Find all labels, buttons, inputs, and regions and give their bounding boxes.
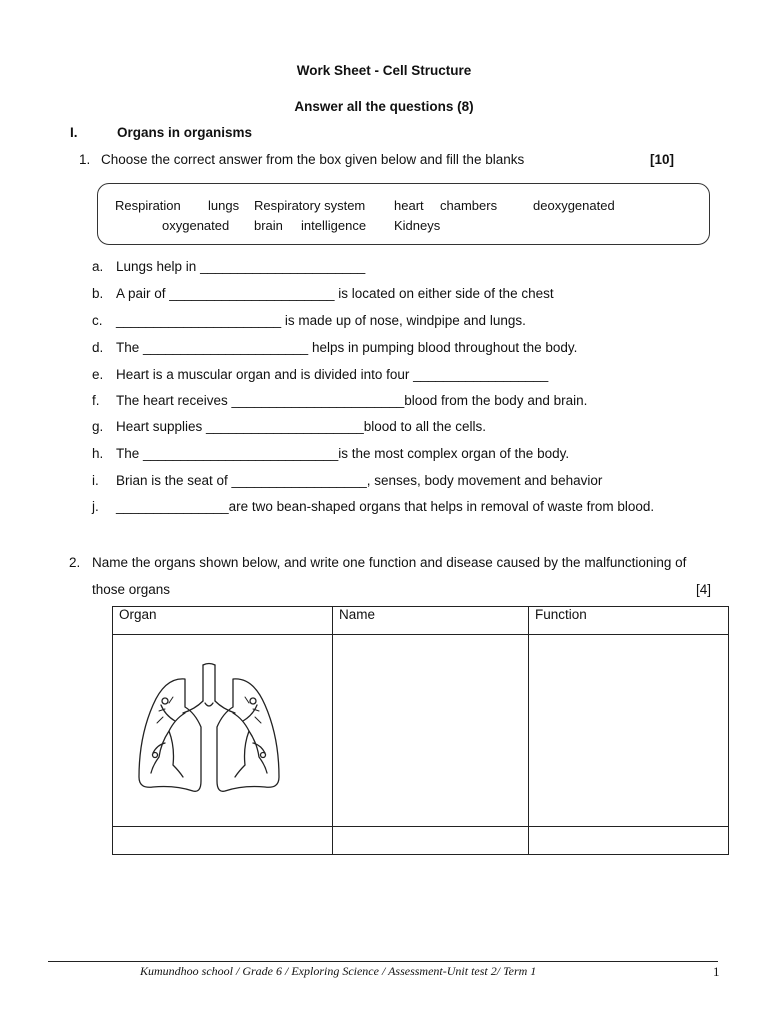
item-letter: h. (92, 446, 104, 461)
question-2-marks: [4] (696, 582, 712, 597)
worksheet-subtitle: Answer all the questions (8) (294, 99, 474, 114)
section-numeral: I. (70, 125, 78, 140)
item-letter: j. (92, 499, 99, 514)
fill-blank-item: Brian is the seat of __________________, senses, body movement and behavior (116, 473, 603, 488)
word-option: Kidneys (394, 218, 441, 233)
fill-blank-item: Lungs help in ______________________ (116, 259, 366, 274)
item-letter: e. (92, 367, 104, 382)
item-letter: a. (92, 259, 104, 274)
word-option: oxygenated (162, 218, 230, 233)
word-option: Respiration (115, 198, 181, 213)
word-option: chambers (440, 198, 498, 213)
footer-text: Kumundhoo school / Grade 6 / Exploring Science / Assessment-Unit test 2/ Term 1 (140, 964, 537, 978)
worksheet-title: Work Sheet - Cell Structure (296, 63, 472, 78)
table-row (113, 635, 729, 827)
empty-cell[interactable] (529, 827, 729, 855)
fill-blank-item: The heart receives _______________________blood from the body and brain. (116, 393, 588, 408)
fill-blank-item: The __________________________is the most complex organ of the body. (116, 446, 570, 461)
fill-blank-item: Heart supplies _____________________blood to all the cells. (116, 419, 487, 434)
word-box (97, 183, 710, 245)
word-option: intelligence (301, 218, 367, 233)
question-2-text-line-2: those organs (92, 582, 171, 597)
item-letter: i. (92, 473, 99, 488)
question-1-text: Choose the correct answer from the box given below and fill the blanks (101, 152, 525, 167)
word-option: brain (254, 218, 283, 233)
item-letter: g. (92, 419, 104, 434)
function-answer-cell[interactable] (529, 635, 729, 827)
column-header-organ: Organ (113, 607, 333, 635)
lungs-illustration-icon (125, 657, 295, 817)
table-header-row (113, 607, 729, 635)
fill-blank-item: ______________________ is made up of nose, windpipe and lungs. (116, 313, 526, 328)
word-option: lungs (208, 198, 240, 213)
section-heading: Organs in organisms (117, 125, 253, 140)
fill-blank-item: _______________are two bean-shaped organs that helps in removal of waste from blood. (116, 499, 655, 514)
item-letter: c. (92, 313, 103, 328)
empty-cell[interactable] (333, 827, 529, 855)
page-number: 1 (713, 964, 720, 979)
name-answer-cell[interactable] (333, 635, 529, 827)
organ-image-cell (113, 635, 333, 827)
word-option: Respiratory system (254, 198, 366, 213)
footer-divider (48, 961, 718, 962)
word-option: deoxygenated (533, 198, 615, 213)
empty-cell (113, 827, 333, 855)
item-letter: f. (92, 393, 100, 408)
fill-blank-item: The ______________________ helps in pumping blood throughout the body. (116, 340, 578, 355)
fill-blank-item: Heart is a muscular organ and is divided into four __________________ (116, 367, 549, 382)
table-row (113, 827, 729, 855)
question-2-text-line-1: Name the organs shown below, and write one function and disease caused by the malfunctioning of (92, 555, 687, 570)
column-header-function: Function (529, 607, 729, 635)
word-option: heart (394, 198, 424, 213)
question-2-number: 2. (69, 555, 81, 570)
item-letter: d. (92, 340, 104, 355)
column-header-name: Name (333, 607, 529, 635)
fill-blank-item: A pair of ______________________ is located on either side of the chest (116, 286, 554, 301)
question-1-marks: [10] (650, 152, 675, 167)
organ-table (112, 606, 729, 855)
question-1-number: 1. (79, 152, 91, 167)
item-letter: b. (92, 286, 104, 301)
